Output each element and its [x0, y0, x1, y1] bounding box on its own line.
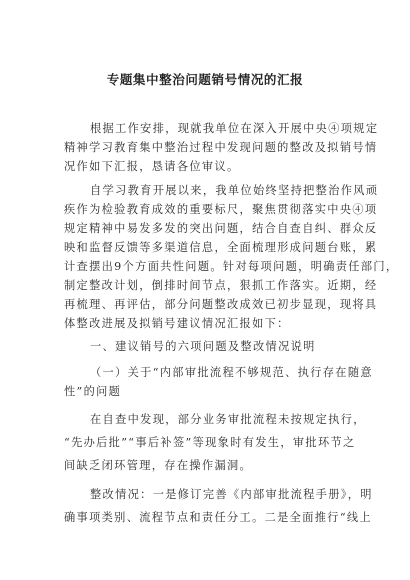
paragraph-3-line-1: 在自查中发现，部分业务审批流程未按规定执行， — [90, 413, 366, 426]
paragraph-1-line-1: 根据工作安排，现就我单位在深入开展中央④项规定 — [90, 122, 379, 135]
document-title: 专题集中整治问题销号情况的汇报 — [106, 72, 304, 87]
paragraph-2-line-3: 规定精神中易发多发的突出问题，结合自查自纠、群众反 — [64, 222, 378, 235]
paragraph-2-line-4: 映和监督反馈等多渠道信息，全面梳理形成问题台账，累 — [64, 241, 378, 254]
paragraph-2-line-5: 计查摆出9个方面共性问题。针对每项问题，明确责任部门， — [64, 260, 399, 273]
subsection-heading-1-line-1: （一）关于“内部审批流程不够规范、执行存在随意 — [90, 366, 373, 379]
paragraph-1-line-2: 精神学习教育集中整治过程中发现问题的整改及拟销号情 — [64, 141, 378, 154]
paragraph-1-line-3: 况作如下汇报，恳请各位审议。 — [64, 160, 240, 173]
section-heading-1: 一、建议销号的六项问题及整改情况说明 — [90, 340, 316, 353]
paragraph-2-line-7: 再梳理、再评估，部分问题整改成效已初步显现，现将具 — [64, 298, 378, 311]
paragraph-2-line-8: 体整改进展及拟销号建议情况汇报如下： — [64, 317, 290, 330]
paragraph-2-line-1: 自学习教育开展以来，我单位始终坚持把整治作风顽 — [90, 184, 379, 197]
paragraph-3-line-2: “先办后批”“事后补签”等现象时有发生，审批环节之 — [64, 436, 356, 449]
paragraph-2-line-6: 制定整改计划，倒排时间节点，狠抓工作落实。近期，经 — [64, 279, 378, 292]
subsection-heading-1-line-2: 性”的问题 — [64, 385, 122, 398]
paragraph-3-line-3: 间缺乏闭环管理，存在操作漏洞。 — [64, 459, 253, 472]
paragraph-4-line-2: 确事项类别、流程节点和责任分工。二是全面推行“线上 — [64, 511, 372, 524]
paragraph-4-line-1: 整改情况：一是修订完善《内部审批流程手册》，明 — [90, 488, 373, 501]
paragraph-2-line-2: 疾作为检验教育成效的重要标尺，聚焦贯彻落实中央④项 — [64, 203, 378, 216]
